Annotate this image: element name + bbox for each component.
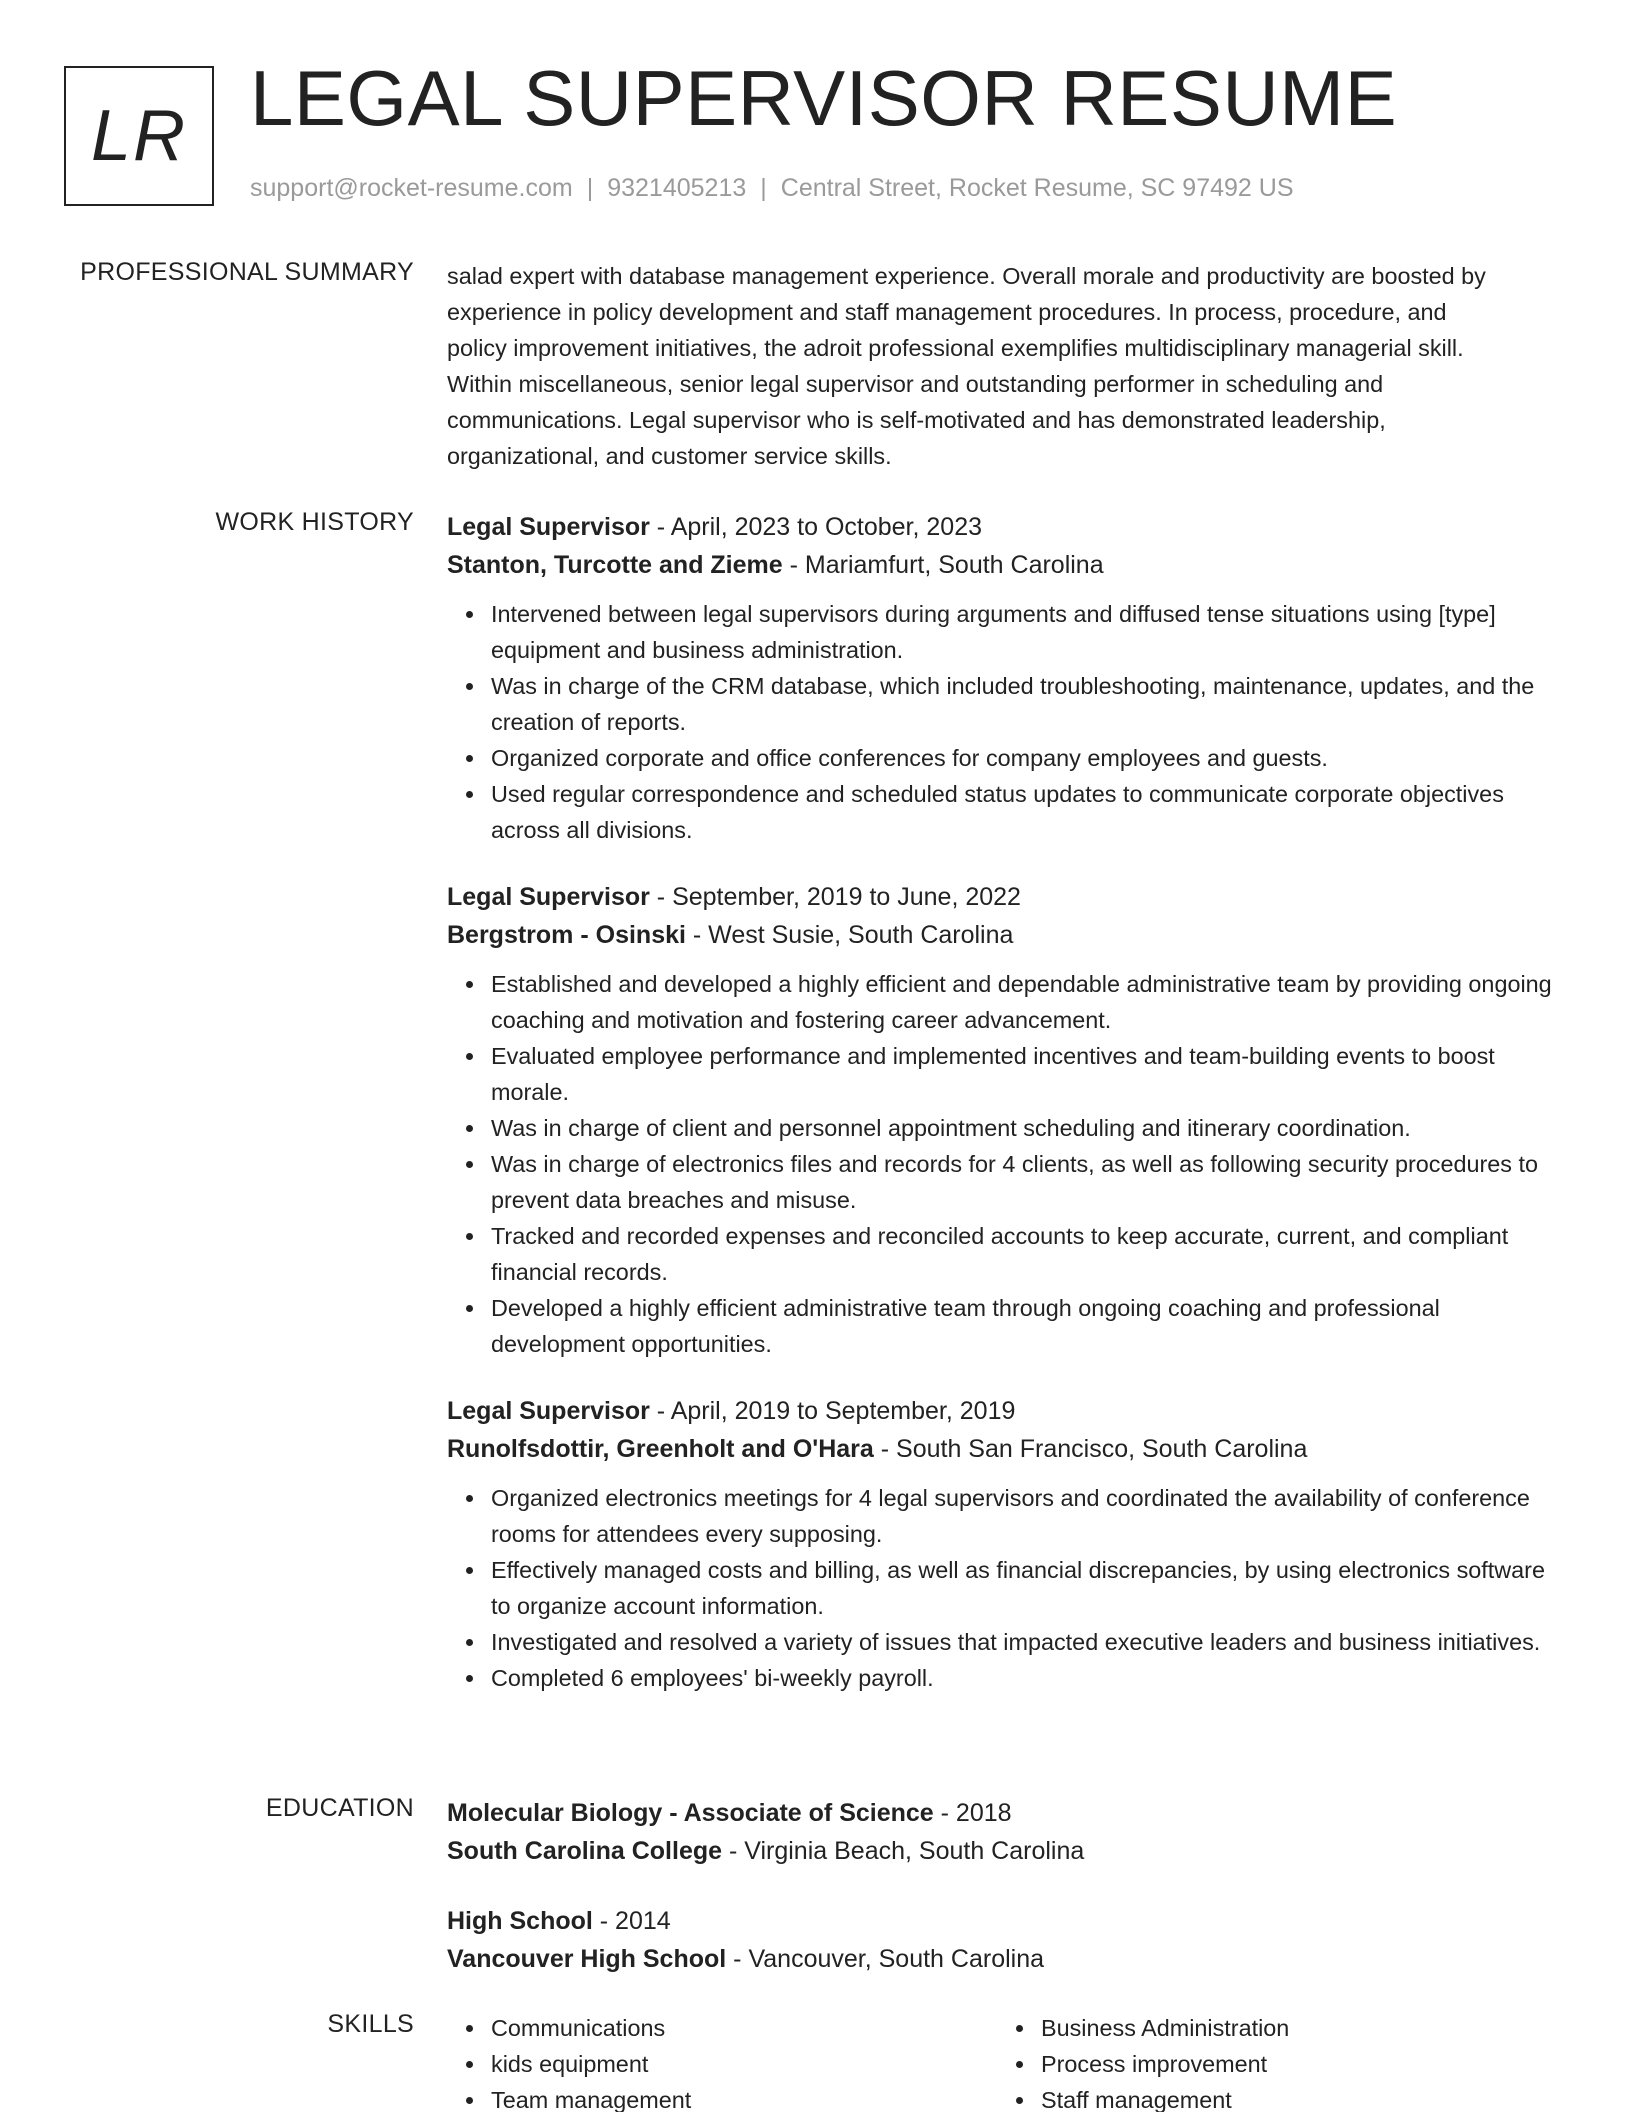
skills-list: [997, 2010, 1547, 2112]
contact-phone: 9321405213: [607, 174, 747, 202]
job-company: Bergstrom - Osinski: [447, 921, 686, 949]
education-body: [447, 1794, 1567, 1978]
skill-item: Business Administration: [1041, 2010, 1547, 2046]
job-bullets: [447, 966, 1567, 1362]
job-dates: - April, 2023 to October, 2023: [649, 513, 983, 541]
contact-line: [250, 174, 1294, 203]
education-degree: Molecular Biology - Associate of Science: [447, 1799, 934, 1827]
job-bullet: Was in charge of electronics files and records for 4 clients, as well as following security procedures to prevent data breaches and misuse.: [491, 1146, 1567, 1218]
job-bullet: Investigated and resolved a variety of issues that impacted executive leaders and business initiatives.: [491, 1624, 1567, 1660]
job-bullet: Was in charge of client and personnel appointment scheduling and itinerary coordination.: [491, 1110, 1567, 1146]
job-bullet: Established and developed a highly efficient and dependable administrative team by providing ongoing coaching and motivation and fostering career advancement.: [491, 966, 1567, 1038]
education-school: South Carolina College: [447, 1837, 723, 1865]
education-degree-line: [447, 1794, 1567, 1832]
education-location: - Virginia Beach, South Carolina: [722, 1837, 1085, 1865]
work-history-label: WORK HISTORY: [215, 508, 414, 536]
job-entry: [447, 508, 1567, 848]
work-history-body: [447, 508, 1567, 1696]
job-entry: [447, 1392, 1567, 1696]
summary-line: organizational, and customer service skills.: [447, 443, 892, 469]
skill-item: Team management: [491, 2082, 997, 2112]
summary-line: experience in policy development and staff management procedures. In process, procedure, and: [447, 299, 1447, 325]
resume-title: LEGAL SUPERVISOR RESUME: [250, 54, 1398, 142]
job-bullet: Organized electronics meetings for 4 legal supervisors and coordinated the availability of conference rooms for attendees every supposing.: [491, 1480, 1567, 1552]
job-location: - South San Francisco, South Carolina: [873, 1435, 1308, 1463]
monogram-initials: LR: [90, 96, 188, 176]
skills-column-right: [997, 2010, 1547, 2112]
job-bullet: Was in charge of the CRM database, which included troubleshooting, maintenance, updates, and the creation of reports.: [491, 668, 1567, 740]
summary-body: [447, 258, 1567, 474]
job-bullet: Developed a highly efficient administrative team through ongoing coaching and professional development opportunities.: [491, 1290, 1567, 1362]
education-entry: [447, 1902, 1567, 1978]
summary-line: policy improvement initiatives, the adroit professional exemplifies multidisciplinary managerial skill.: [447, 335, 1464, 361]
job-title: Legal Supervisor: [447, 883, 650, 911]
education-degree: High School: [447, 1907, 593, 1935]
education-school-line: [447, 1940, 1567, 1978]
job-location: - West Susie, South Carolina: [685, 921, 1014, 949]
job-title: Legal Supervisor: [447, 1397, 650, 1425]
education-school: Vancouver High School: [447, 1945, 727, 1973]
contact-address: Central Street, Rocket Resume, SC 97492 US: [780, 174, 1294, 202]
job-title: Legal Supervisor: [447, 513, 650, 541]
job-bullet: Completed 6 employees' bi-weekly payroll.: [491, 1660, 1567, 1696]
education-label: EDUCATION: [265, 1794, 414, 1822]
job-bullet: Organized corporate and office conferences for company employees and guests.: [491, 740, 1567, 776]
job-dates: - September, 2019 to June, 2022: [649, 883, 1021, 911]
skill-item: kids equipment: [491, 2046, 997, 2082]
job-dates: - April, 2019 to September, 2019: [649, 1397, 1016, 1425]
job-title-line: [447, 1392, 1567, 1430]
contact-separator: |: [586, 174, 594, 202]
summary-label: PROFESSIONAL SUMMARY: [80, 258, 414, 286]
job-bullet: Intervened between legal supervisors during arguments and diffused tense situations using [type] equipment and business administration.: [491, 596, 1567, 668]
skills-list: [447, 2010, 997, 2112]
contact-separator: |: [760, 174, 767, 202]
summary-line: Within miscellaneous, senior legal supervisor and outstanding performer in scheduling and: [447, 371, 1384, 397]
job-bullets: [447, 596, 1567, 848]
education-school-line: [447, 1832, 1567, 1870]
skill-item: Staff management: [1041, 2082, 1547, 2112]
job-entry: [447, 878, 1567, 1362]
job-bullet: Evaluated employee performance and implemented incentives and team-building events to boost morale.: [491, 1038, 1567, 1110]
job-bullet: Effectively managed costs and billing, as well as financial discrepancies, by using electronics software to organize account information.: [491, 1552, 1567, 1624]
job-bullet: Used regular correspondence and scheduled status updates to communicate corporate objectives across all divisions.: [491, 776, 1567, 848]
education-entry: [447, 1794, 1567, 1870]
summary-line: communications. Legal supervisor who is self-motivated and has demonstrated leadership,: [447, 407, 1386, 433]
job-location: - Mariamfurt, South Carolina: [782, 551, 1104, 579]
job-title-line: [447, 878, 1567, 916]
summary-line: salad expert with database management experience. Overall morale and productivity are boosted by: [447, 263, 1486, 289]
job-company-line: [447, 916, 1567, 954]
job-company-line: [447, 546, 1567, 584]
education-location: - Vancouver, South Carolina: [726, 1945, 1045, 1973]
skills-column-left: [447, 2010, 997, 2112]
education-year: - 2014: [592, 1907, 671, 1935]
job-title-line: [447, 508, 1567, 546]
job-company: Runolfsdottir, Greenholt and O'Hara: [447, 1435, 874, 1463]
contact-email: support@rocket-resume.com: [250, 174, 573, 202]
skills-body: [447, 2010, 1567, 2112]
education-degree-line: [447, 1902, 1567, 1940]
job-bullets: [447, 1480, 1567, 1696]
job-company: Stanton, Turcotte and Zieme: [447, 551, 783, 579]
education-year: - 2018: [933, 1799, 1012, 1827]
monogram-box: [64, 66, 214, 206]
skills-label: SKILLS: [327, 2010, 414, 2038]
job-bullet: Tracked and recorded expenses and reconciled accounts to keep accurate, current, and compliant financial records.: [491, 1218, 1567, 1290]
skill-item: Process improvement: [1041, 2046, 1547, 2082]
job-company-line: [447, 1430, 1567, 1468]
skill-item: Communications: [491, 2010, 997, 2046]
